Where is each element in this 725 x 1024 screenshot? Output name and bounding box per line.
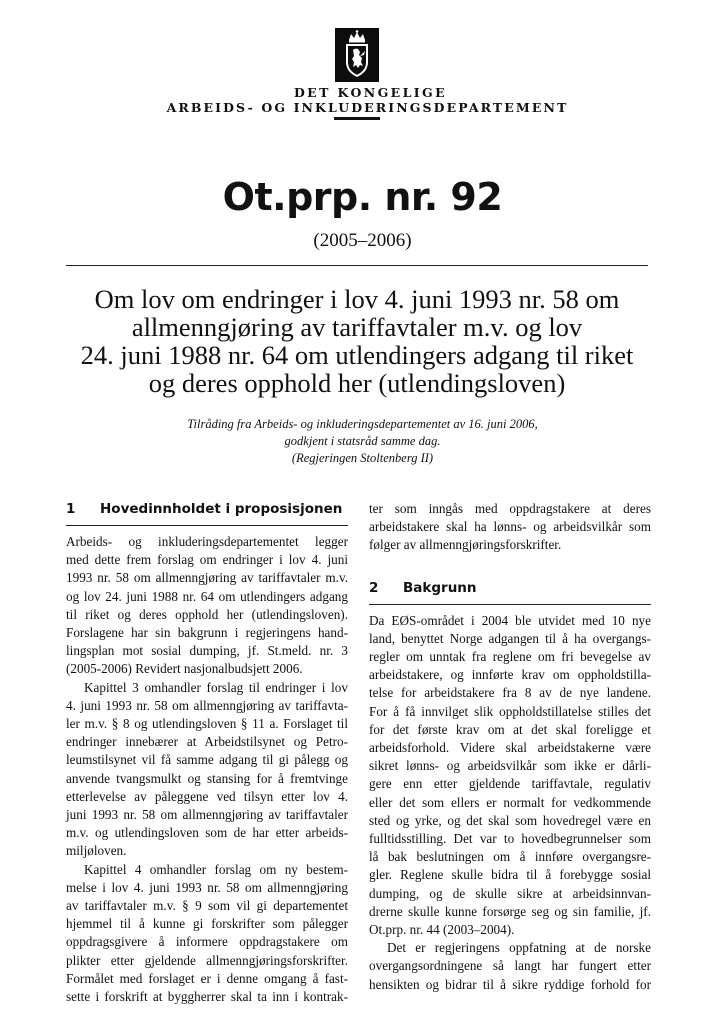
section-number: 2	[369, 579, 379, 596]
department-underline	[334, 117, 380, 120]
body-line: følger av allmenngjøringsforskrifter.	[369, 537, 562, 553]
body-line: miljøloven.	[66, 843, 127, 859]
department-name-line1: DET KONGELIGE	[293, 85, 448, 100]
subject-line: Om lov om endringer i lov 4. juni 1993 nr. 58 om	[94, 284, 620, 314]
body-line: anvende tvangsmulkt og stansing for å fremtvinge	[66, 770, 348, 786]
body-line: plikter etter gjeldende allmenngjøringsforskrifter.	[66, 952, 348, 968]
document-years: (2005–2006)	[313, 230, 412, 251]
body-line: Det er regjeringens oppfatning at de norske	[387, 940, 651, 956]
body-line: hjemmel til å kunne gi forskrifter som pålegger	[66, 916, 348, 932]
body-line: m.v. og utlendingsloven som de har etter arbeids-	[66, 825, 348, 841]
body-line: sette i forskrift at byggherrer skal ta inn i kontrak-	[66, 989, 348, 1005]
body-line: sikret lønns- og arbeidsvilkår som ikke er dårli-	[369, 758, 651, 774]
body-line: 4. juni 1993 nr. 58 om allmenngjøring av tariffavta-	[66, 697, 348, 713]
body-line: arbeidstakere, og innførte krav om oppholdstilla-	[369, 667, 651, 683]
body-line: etterlevelse av påleggene ved tilsyn etter lov 4.	[66, 788, 348, 804]
document-title: Ot.prp. nr. 92	[222, 175, 503, 219]
subject-line: og deres opphold her (utlendingsloven)	[148, 368, 566, 398]
body-line: Da EØS-området i 2004 ble utvidet med 10 nye	[369, 612, 651, 628]
section-title: Bakgrunn	[403, 579, 477, 596]
recommendation-line: (Regjeringen Stoltenberg II)	[291, 451, 434, 465]
body-line: eller det som ellers er normalt for vedkommende	[369, 794, 651, 810]
body-line: leumstilsynet vil få samme adgang til gi pålegg og	[66, 752, 348, 768]
body-line: arbeidstakere skal ha lønns- og arbeidsvilkår som	[369, 519, 651, 535]
body-line: med dette frem forslag om endringer i lov 4. juni	[66, 552, 348, 568]
recommendation-line: Tilråding fra Arbeids- og inkluderingsdepartementet av 16. juni 2006,	[187, 417, 538, 431]
body-line: land, benyttet Norge adgangen til å ha overgangs-	[369, 630, 651, 646]
right-column	[369, 500, 651, 994]
body-line: Kapittel 4 omhandler forslag om ny bestem-	[84, 861, 348, 877]
body-line: gere enn etter gjeldende tariffavtale, regulativ	[369, 776, 651, 792]
body-line: Arbeids- og inkluderingsdepartementet legger	[66, 534, 348, 549]
royal-coat-of-arms-icon	[335, 28, 379, 82]
body-line: for det første krav om at det skal foreligge et	[369, 721, 651, 737]
section-title: Hovedinnholdet i proposisjonen	[100, 501, 343, 517]
body-line: Kapittel 3 omhandler forslag til endringer i lov	[84, 679, 348, 695]
body-line: Forslagene har sin bakgrunn i regjeringens hand-	[66, 625, 348, 641]
body-line: oppdragsgivere å informere oppdragstakere om	[66, 934, 348, 950]
subject-line: 24. juni 1988 nr. 64 om utlendingers adgang til riket	[80, 340, 634, 370]
body-line: (2005-2006) Revidert nasjonalbudsjett 2006.	[66, 661, 303, 677]
title-divider	[66, 265, 648, 266]
left-column	[66, 500, 348, 1006]
body-line: juni 1993 nr. 58 om allmenngjøring av tariffavtaler	[66, 807, 348, 823]
body-line: av tariffavtaler m.v. § 9 som vil gi departementet	[66, 898, 348, 914]
body-line: telse for arbeidstakere fra 8 av de nye landene.	[369, 685, 651, 701]
body-line: og lov 24. juni 1988 nr. 64 om utlendingers adgang	[66, 588, 348, 604]
body-line: regler om unntak fra reglene om fri bevegelse av	[369, 649, 651, 665]
body-line: dumping, og de skulle sikre at arbeidsinnvan-	[369, 885, 651, 901]
body-line: til riket og deres opphold her (utlendingsloven).	[66, 606, 348, 622]
recommendation-note	[0, 416, 725, 467]
recommendation-line: godkjent i statsråd samme dag.	[284, 434, 441, 448]
body-line: overgangsordningene så langt har fungert etter	[369, 958, 651, 974]
body-line: lingsplan mot sosial dumping, jf. St.meld. nr. 3	[66, 643, 348, 659]
body-line: For å få innvilget slik oppholdstillatelse stilles det	[369, 703, 651, 719]
body-line: ler m.v. § 8 og utlendingsloven § 11 a. Forslaget til	[66, 716, 348, 732]
body-line: sted og yrke, og det skal som hovedregel være en	[369, 812, 651, 828]
body-line: lå bak beslutningen om å innføre overgangsre-	[369, 849, 651, 865]
body-line: endringer innebærer at Arbeidstilsynet og Petro-	[66, 734, 348, 750]
body-line: hensikten og bidrar til å sikre ryddige forhold for	[369, 976, 651, 992]
section-spacer	[369, 555, 651, 579]
body-line: arbeidsforhold. Videre skal arbeidstakerne være	[369, 740, 651, 756]
body-line: drerne skulle kunne forsørge seg og sin familie, jf.	[369, 903, 651, 919]
subject-line: allmenngjøring av tariffavtaler m.v. og lov	[131, 312, 583, 342]
body-line: melse i lov 4. juni 1993 nr. 58 om allmenngjøring	[66, 879, 348, 895]
body-line: gler. Reglene skulle bidra til å forebygge sosial	[369, 867, 651, 883]
body-line: fulltidsstilling. Det var to hovedbegrunnelser som	[369, 831, 651, 847]
body-line: ter som inngås med oppdragstakere at deres	[369, 501, 651, 516]
section-2-heading	[369, 579, 651, 605]
document-subject	[60, 285, 654, 397]
section-number: 1	[66, 501, 76, 517]
body-line: 1993 nr. 58 om allmenngjøring av tariffavtaler m.v.	[66, 570, 348, 586]
body-line: Ot.prp. nr. 44 (2003–2004).	[369, 922, 515, 938]
section-1-heading	[66, 500, 348, 526]
body-line: Formålet med forslaget er i denne omgang å fast-	[66, 970, 348, 986]
department-name-line2: ARBEIDS- OG INKLUDERINGSDEPARTEMENT	[166, 100, 569, 115]
